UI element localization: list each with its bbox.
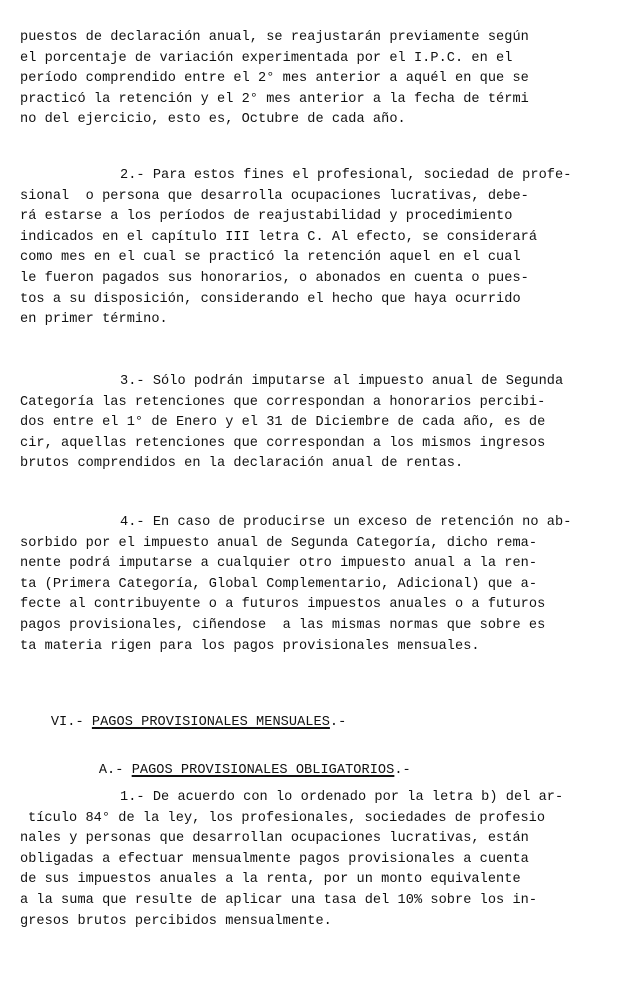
text-line: indicados en el capítulo III letra C. Al efecto, se considerará <box>20 229 538 245</box>
text-line: Categoría las retenciones que correspondan a honorarios percibi- <box>20 394 546 410</box>
text-line: 2.- Para estos fines el profesional, sociedad de profe- <box>120 168 572 183</box>
text-line: le fueron pagados sus honorarios, o abonados en cuenta o pues- <box>20 270 529 286</box>
paragraph-a1 <box>20 788 563 932</box>
text-line: nente podrá imputarse a cualquier otro impuesto anual a la ren- <box>20 556 538 572</box>
text-line: practicó la retención y el 2° mes anterior a la fecha de térmi <box>20 91 529 107</box>
text-line: ta (Primera Categoría, Global Complementario, Adicional) que a- <box>20 576 538 592</box>
text-line: ta materia rigen para los pagos provisionales mensuales. <box>20 638 480 654</box>
text-line: brutos comprendidos en la declaración anual de rentas. <box>20 456 464 472</box>
paragraph-3 <box>20 372 563 475</box>
paragraph-4 <box>20 513 571 657</box>
paragraph-2 <box>20 166 571 331</box>
subsection-suffix: .- <box>394 763 411 778</box>
text-line: fecte al contribuyente o a futuros impuestos anuales o a futuros <box>20 597 546 613</box>
text-line: dos entre el 1° de Enero y el 31 de Diciembre de cada año, es de <box>20 415 546 431</box>
section-number: VI.- <box>50 715 92 730</box>
text-line: tículo 84° de la ley, los profesionales, sociedades de profesio <box>28 810 546 826</box>
text-line: sorbido por el impuesto anual de Segunda Categoría, dicho rema- <box>20 535 538 551</box>
section-suffix: .- <box>329 715 347 730</box>
text-line: 3.- Sólo podrán imputarse al impuesto anual de Segunda <box>120 374 564 389</box>
text-line: pagos provisionales, ciñendose a las mismas normas que sobre es <box>20 617 546 633</box>
text-line: 1.- De acuerdo con lo ordenado por la letra b) del ar- <box>120 790 564 805</box>
text-line: no del ejercicio, esto es, Octubre de cada año. <box>20 112 406 128</box>
text-line: como mes en el cual se practicó la retención aquel en el cual <box>20 250 521 266</box>
text-line: el porcentaje de variación experimentada por el I.P.C. en el <box>20 50 513 66</box>
subsection-title: PAGOS PROVISIONALES OBLIGATORIOS <box>131 763 395 778</box>
text-line: período comprendido entre el 2° mes anterior a aquél en que se <box>20 71 529 87</box>
paragraph-intro <box>20 28 529 131</box>
text-line: obligadas a efectuar mensualmente pagos provisionales a cuenta <box>20 851 529 867</box>
text-line: de sus impuestos anuales a la renta, por un monto equivalente <box>20 872 521 888</box>
text-line: puestos de declaración anual, se reajustarán previamente según <box>20 30 529 45</box>
text-line: en primer término. <box>20 312 168 328</box>
text-line: gresos brutos percibidos mensualmente. <box>20 913 332 929</box>
text-line: 4.- En caso de producirse un exceso de retención no ab- <box>120 515 572 530</box>
subsection-number: A.- <box>98 763 132 778</box>
subsection-heading-a <box>66 741 411 778</box>
text-line: rá estarse a los períodos de reajustabilidad y procedimiento <box>20 209 513 225</box>
section-title: PAGOS PROVISIONALES MENSUALES <box>91 715 330 730</box>
text-line: tos a su disposición, considerando el hecho que haya ocurrido <box>20 291 521 307</box>
text-line: a la suma que resulte de aplicar una tasa del 10% sobre los in- <box>20 892 538 908</box>
text-line: cir, aquellas retenciones que correspondan a los mismos ingresos <box>20 435 546 451</box>
text-line: sional o persona que desarrolla ocupaciones lucrativas, debe- <box>20 188 529 204</box>
section-heading-vi <box>18 693 347 730</box>
text-line: nales y personas que desarrollan ocupaciones lucrativas, están <box>20 831 529 847</box>
